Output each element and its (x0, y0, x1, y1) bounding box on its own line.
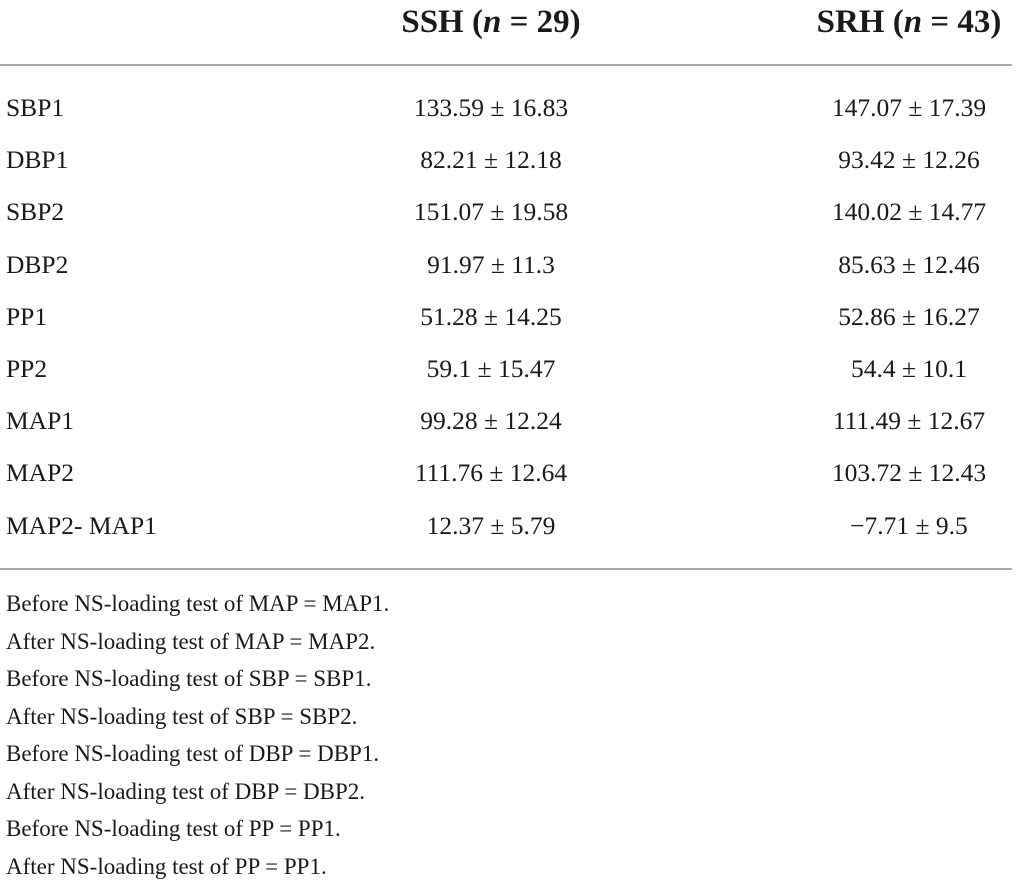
ssh-value: 59.1 ± 15.47 (427, 343, 556, 395)
footnote: Before NS-loading test of MAP = MAP1. (6, 585, 1006, 623)
footnote: After NS-loading test of MAP = MAP2. (6, 623, 1006, 661)
table-row (0, 500, 1017, 552)
row-label: PP2 (6, 343, 47, 395)
table-footnotes (6, 585, 1006, 885)
row-label: DBP2 (6, 239, 68, 291)
table-header (0, 0, 1017, 44)
ssh-value: 91.97 ± 11.3 (427, 239, 555, 291)
ssh-value: 82.21 ± 12.18 (420, 134, 562, 186)
srh-value: 93.42 ± 12.26 (838, 134, 980, 186)
footnote: After NS-loading test of PP = PP1. (6, 848, 1006, 885)
ssh-value: 151.07 ± 19.58 (414, 186, 568, 238)
column-header-srh-n-value: = 43 (930, 4, 990, 40)
srh-value: 103.72 ± 12.43 (832, 447, 986, 499)
table-row (0, 447, 1017, 499)
footer-divider (0, 568, 1012, 570)
footnote: Before NS-loading test of SBP = SBP1. (6, 660, 1006, 698)
srh-value: 52.86 ± 16.27 (838, 291, 980, 343)
column-header-srh-name: SRH (817, 4, 885, 40)
srh-value: −7.71 ± 9.5 (850, 500, 968, 552)
row-label: SBP2 (6, 186, 64, 238)
row-label: MAP1 (6, 395, 74, 447)
table-row (0, 239, 1017, 291)
column-header-ssh-n-value: = 29 (510, 4, 570, 40)
row-label: SBP1 (6, 82, 64, 134)
header-divider (0, 64, 1012, 66)
footnote: After NS-loading test of DBP = DBP2. (6, 773, 1006, 811)
srh-value: 54.4 ± 10.1 (851, 343, 967, 395)
ssh-value: 99.28 ± 12.24 (420, 395, 562, 447)
column-header-srh-n-label: n (904, 4, 922, 40)
column-header-ssh-name: SSH (401, 4, 463, 40)
column-header-srh: SRH (n = 43) (817, 0, 1002, 44)
table-row (0, 134, 1017, 186)
table-row (0, 343, 1017, 395)
table-row (0, 395, 1017, 447)
ssh-value: 111.76 ± 12.64 (415, 447, 567, 499)
footnote: Before NS-loading test of DBP = DBP1. (6, 735, 1006, 773)
column-header-ssh-n-label: n (483, 4, 501, 40)
row-label: DBP1 (6, 134, 68, 186)
table-body (0, 82, 1017, 552)
footnote: Before NS-loading test of PP = PP1. (6, 810, 1006, 848)
row-label: MAP2 (6, 447, 74, 499)
srh-value: 147.07 ± 17.39 (832, 82, 986, 134)
table-row (0, 82, 1017, 134)
table-row (0, 291, 1017, 343)
footnote: After NS-loading test of SBP = SBP2. (6, 698, 1006, 736)
table-row (0, 186, 1017, 238)
srh-value: 111.49 ± 12.67 (833, 395, 985, 447)
row-label: PP1 (6, 291, 47, 343)
srh-value: 85.63 ± 12.46 (838, 239, 980, 291)
row-label: MAP2- MAP1 (6, 500, 157, 552)
ssh-value: 12.37 ± 5.79 (427, 500, 556, 552)
srh-value: 140.02 ± 14.77 (832, 186, 986, 238)
ssh-value: 51.28 ± 14.25 (420, 291, 562, 343)
column-header-ssh: SSH (n = 29) (401, 0, 580, 44)
ssh-value: 133.59 ± 16.83 (414, 82, 568, 134)
